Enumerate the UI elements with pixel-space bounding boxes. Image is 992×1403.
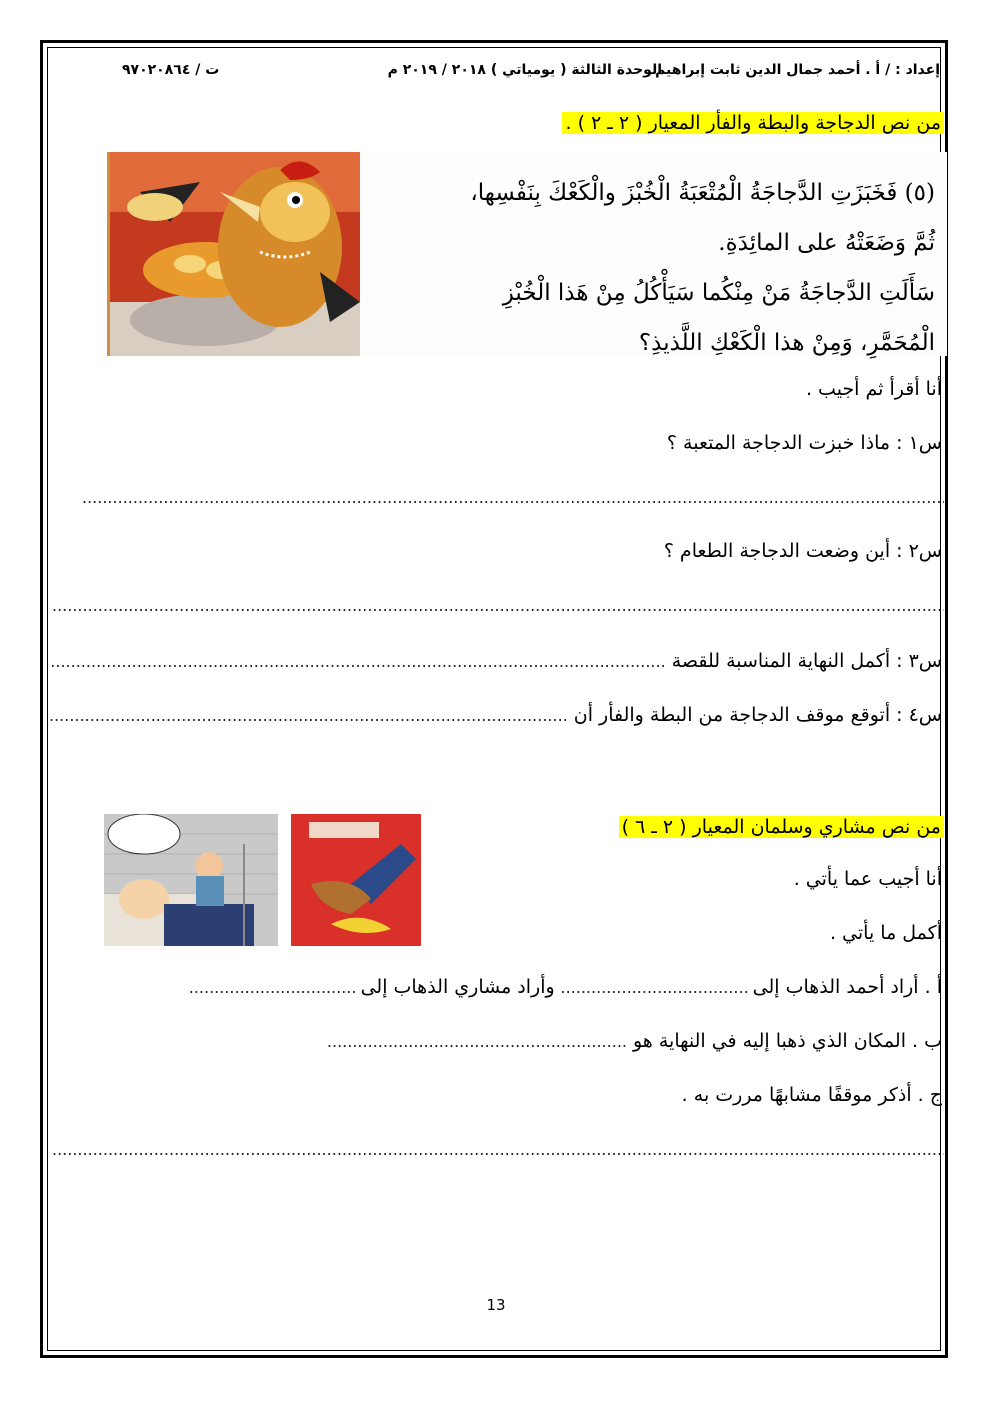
- section1-instruction: أنا أقرأ ثم أجيب .: [805, 378, 942, 400]
- question-4: س٤ : أتوقع موقف الدجاجة من البطة والفأر أن: [573, 704, 942, 726]
- answer-line-c[interactable]: [52, 1140, 944, 1159]
- section2-title-wrap: [619, 812, 944, 842]
- question-3-row: [50, 650, 942, 672]
- hen-illustration: [107, 152, 360, 356]
- banana-slip-illustration: [291, 814, 421, 946]
- header-unit: الوحدة الثالثة ( يومياتي ) ٢٠١٨ / ٢٠١٩ م: [387, 62, 662, 78]
- header-phone: ت / ٩٧٠٢٠٨٦٤: [122, 62, 220, 78]
- story-line-1: (٥) فَخَبَزَتِ الدَّجاجَةُ الْمُتْعَبَةُ الْخُبْزَ والْكَعْكَ بِنَفْسِها،: [470, 180, 935, 206]
- section1-title: من نص الدجاجة والبطة والفأر المعيار ( ٢ ـ ٢ ) .: [562, 112, 944, 134]
- section2-instruction-1: أنا أجيب عما يأتي .: [793, 868, 942, 890]
- story-text: [345, 168, 935, 368]
- item-a-blank-1[interactable]: [559, 978, 749, 997]
- answer-line-1[interactable]: [82, 488, 944, 507]
- story-line-4: الْمُحَمَّرِ، وَمِنْ هذا الْكَعْكِ اللَّذيذِ؟: [638, 330, 935, 356]
- answer-line-3[interactable]: [50, 652, 666, 671]
- item-a-row: [187, 976, 942, 998]
- page-number: 13: [486, 1296, 506, 1314]
- section1-title-wrap: [562, 108, 944, 138]
- question-4-row: [50, 704, 942, 726]
- answer-line-2[interactable]: [52, 596, 944, 615]
- answer-line-4[interactable]: [50, 706, 568, 725]
- item-a-blank-2[interactable]: [187, 978, 357, 997]
- story-line-2: ثُمَّ وَضَعَتْهُ على المائِدَةِ.: [718, 230, 935, 256]
- item-b: ب . المكان الذي ذهبا إليه في النهاية هو: [632, 1030, 942, 1052]
- item-b-blank[interactable]: [327, 1032, 627, 1051]
- item-b-row: [327, 1030, 942, 1052]
- story-image: [107, 152, 947, 356]
- header-author: إعداد : / أ . أحمد جمال الدين ثابت إبراهيم: [655, 62, 940, 78]
- item-c: ج . أذكر موقفًا مشابهًا مررت به .: [681, 1084, 942, 1106]
- question-2: س٢ : أين وضعت الدجاجة الطعام ؟: [663, 540, 942, 562]
- question-3: س٣ : أكمل النهاية المناسبة للقصة: [671, 650, 942, 672]
- section2-instruction-2: أكمل ما يأتي .: [829, 922, 942, 944]
- item-a-part2: وأراد مشاري الذهاب إلى: [360, 976, 555, 998]
- question-1: س١ : ماذا خبزت الدجاجة المتعبة ؟: [666, 432, 942, 454]
- item-a-part1: أ . أراد أحمد الذهاب إلى: [752, 976, 942, 998]
- section2-title: من نص مشاري وسلمان المعيار ( ٢ ـ ٦ ): [619, 816, 944, 838]
- story-line-3: سَأَلَتِ الدَّجاجَةُ مَنْ مِنْكُما سَيَأْكُلُ مِنْ هَذا الْخُبْزِ: [502, 280, 935, 306]
- hospital-illustration: [104, 814, 278, 946]
